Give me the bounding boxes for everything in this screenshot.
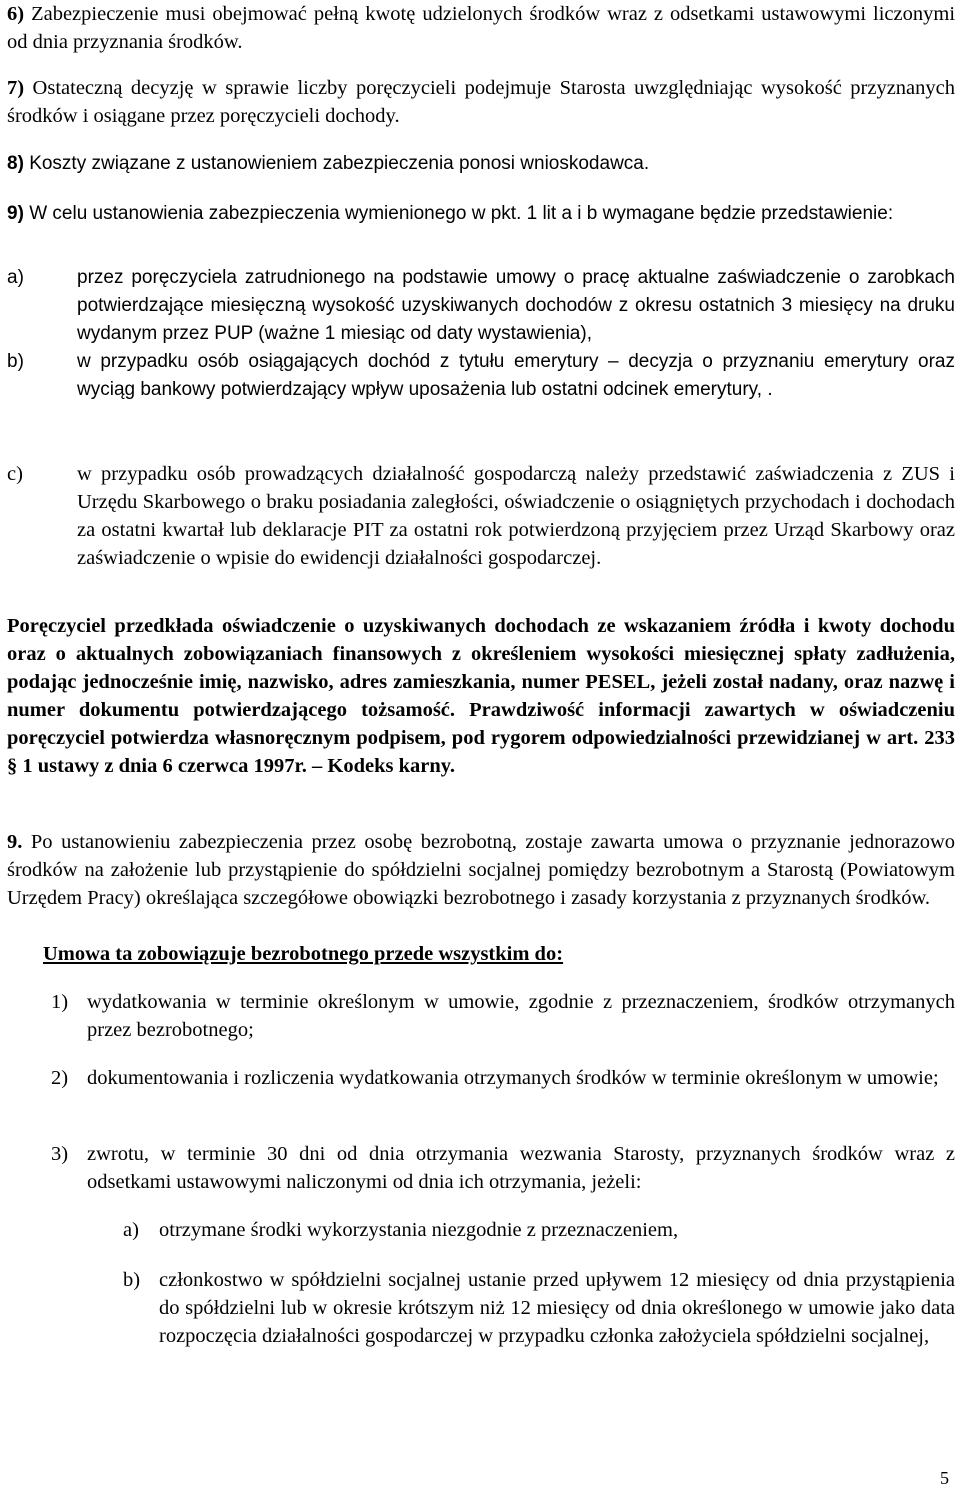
list-item bbox=[51, 1064, 955, 1092]
point-8-text: Koszty związane z ustanowieniem zabezpieczenia ponosi wnioskodawca. bbox=[29, 153, 650, 174]
list-item bbox=[7, 348, 955, 404]
sub-list-item bbox=[123, 1216, 955, 1244]
point-9-text: W celu ustanowienia zabezpieczenia wymienionego w pkt. 1 lit a i b wymagane będzie przedstawienie: bbox=[29, 203, 894, 224]
point-9 bbox=[7, 200, 955, 228]
list-item-text: wydatkowania w terminie określonym w umowie, zgodnie z przeznaczeniem, środków otrzymanych przez bezrobotnego; bbox=[87, 991, 955, 1041]
sub-list-item-text: otrzymane środki wykorzystania niezgodnie z przeznaczeniem, bbox=[159, 1219, 679, 1241]
list-item bbox=[7, 460, 955, 572]
list-item-text: przez poręczyciela zatrudnionego na podstawie umowy o pracę aktualne zaświadczenie o zarobkach potwierdzające miesięczną wysokość uzyskiwanych dochodów z okresu ostatnich 3 miesięcy na druku wydanym przez PUP (ważne 1 miesiąc od daty wystawienia), bbox=[77, 267, 955, 344]
page-number: 5 bbox=[940, 1468, 949, 1488]
list-item bbox=[7, 264, 955, 348]
point-8 bbox=[7, 150, 955, 178]
point-8-label: 8) bbox=[7, 153, 24, 174]
point-7-label: 7) bbox=[7, 77, 25, 99]
list-item-marker: 3) bbox=[51, 1143, 69, 1165]
section-9-text: Po ustanowieniu zabezpieczenia przez osobę bezrobotną, zostaje zawarta umowa o przyznanie jednorazowo środków na założenie lub przystąpienie do spółdzielni socjalnej pomiędzy bezrobotnym a Starostą (Powiatowym Urzędem Pracy) określająca szczegółowe obowiązki bezrobotnego i zasady korzystania z przyznanych środków. bbox=[7, 831, 956, 909]
list-item bbox=[51, 1140, 955, 1196]
list-item-marker: 2) bbox=[51, 1067, 69, 1089]
sub-list-item-marker: b) bbox=[123, 1269, 141, 1291]
point-9-list bbox=[7, 264, 955, 404]
list-item-text: zwrotu, w terminie 30 dni od dnia otrzymania wezwania Starosty, przyznanych środków wraz z odsetkami ustawowymi naliczonymi od dnia ich otrzymania, jeżeli: bbox=[87, 1143, 955, 1193]
sub-list-item-marker: a) bbox=[123, 1219, 139, 1241]
list-item-text: dokumentowania i rozliczenia wydatkowania otrzymanych środków w terminie określonym w umowie; bbox=[87, 1067, 939, 1089]
point-6 bbox=[7, 0, 955, 56]
point-7-text: Ostateczną decyzję w sprawie liczby poręczycieli podejmuje Starosta uwzględniając wysokość przyznanych środków i osiągane przez poręczycieli dochody. bbox=[7, 77, 956, 127]
underlined-heading-text: Umowa ta zobowiązuje bezrobotnego przede wszystkim do: bbox=[43, 943, 564, 965]
list-item-text: w przypadku osób osiągających dochód z tytułu emerytury – decyzja o przyznaniu emerytury oraz wyciąg bankowy potwierdzający wpływ uposażenia lub ostatni odcinek emerytury, . bbox=[77, 351, 955, 400]
sub-list-item bbox=[123, 1266, 955, 1350]
point-6-label: 6) bbox=[7, 3, 25, 25]
list-item bbox=[51, 988, 955, 1044]
list-item-marker: a) bbox=[7, 267, 24, 288]
point-6-text: Zabezpieczenie musi obejmować pełną kwotę udzielonych środków wraz z odsetkami ustawowymi liczonymi od dnia przyznania środków. bbox=[7, 3, 956, 53]
list-item-marker: 1) bbox=[51, 991, 69, 1013]
bold-paragraph: Poręczyciel przedkłada oświadczenie o uzyskiwanych dochodach ze wskazaniem źródła i kwoty dochodu oraz o aktualnych zobowiązaniach finansowych z określeniem wysokości miesięcznej spłaty zadłużenia, podając jednocześnie imię, nazwisko, adres zamieszkania, numer PESEL, jeżeli został nadany, oraz nazwę i numer dokumentu potwierdzającego tożsamość. Prawdziwość informacji zawartych w oświadczeniu poręczyciel potwierdza własnoręcznym podpisem, pod rygorem odpowiedzialności przewidzianej w art. 233 § 1 ustawy z dnia 6 czerwca 1997r. – Kodeks karny. bbox=[7, 615, 955, 777]
section-9-label: 9. bbox=[7, 831, 23, 853]
sub-list-item-text: członkostwo w spółdzielni socjalnej ustanie przed upływem 12 miesięcy od dnia przystąpienia do spółdzielni lub w okresie krótszym niż 12 miesięcy od dnia określonego w umowie jako data rozpoczęcia działalności gospodarczej w przypadku członka założyciela spółdzielni socjalnej, bbox=[159, 1269, 955, 1347]
list-item-marker: b) bbox=[7, 351, 24, 372]
point-7 bbox=[7, 74, 955, 130]
list-item-text: w przypadku osób prowadzących działalność gospodarczą należy przedstawić zaświadczenia z ZUS i Urzędu Skarbowego o braku posiadania zaległości, oświadczenie o osiągniętych przychodach i dochodach za ostatni kwartał lub deklaracje PIT za ostatni rok potwierdzoną przyjęciem przez Urząd Skarbowy oraz zaświadczenie o wpisie do ewidencji działalności gospodarczej. bbox=[77, 463, 955, 569]
section-9 bbox=[7, 828, 955, 912]
point-9-label: 9) bbox=[7, 203, 24, 224]
section-9-underlined-heading bbox=[43, 940, 563, 968]
list-item-marker: c) bbox=[7, 463, 23, 485]
